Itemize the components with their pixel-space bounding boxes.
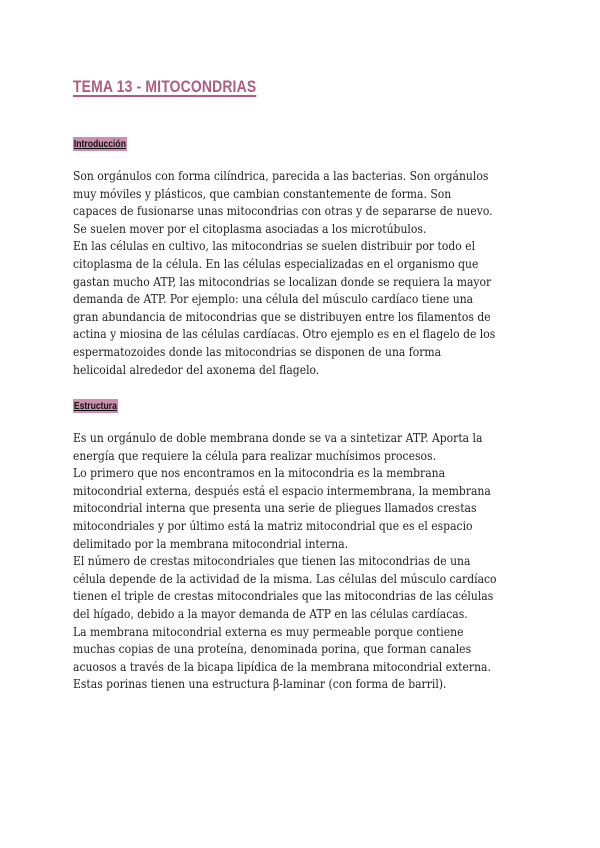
section-body-estructura bbox=[73, 430, 533, 694]
text-line: Es un orgánulo de doble membrana donde se va a sintetizar ATP. Aporta la bbox=[73, 431, 483, 445]
text-line: Lo primero que nos encontramos en la mitocondria es la membrana bbox=[73, 466, 446, 481]
text-line: citoplasma de la célula. En las células especializadas en el organismo que bbox=[73, 256, 479, 271]
text-line: gastan mucho ATP, las mitocondrias se localizan donde se requiera la mayor bbox=[73, 274, 492, 289]
section-body-introduccion bbox=[73, 168, 533, 379]
text-line: actina y miosina de las células cardíacas. Otro ejemplo es en el flagelo de los bbox=[73, 327, 496, 342]
text-line: mitocondriales y por último está la matriz mitocondrial que es el espacio bbox=[73, 518, 473, 533]
text-line: delimitado por la membrana mitocondrial interna. bbox=[73, 536, 349, 551]
text-line: célula depende de la actividad de la misma. Las células del músculo cardíaco bbox=[73, 571, 497, 586]
text-line: capaces de fusionarse unas mitocondrias con otras y de separarse de nuevo. bbox=[73, 204, 493, 219]
text-line: tienen el triple de crestas mitocondriales que las mitocondrias de las células bbox=[73, 589, 494, 604]
text-line: demanda de ATP. Por ejemplo: una célula del músculo cardíaco tiene una bbox=[73, 292, 474, 307]
section-heading-estructura: Estructura bbox=[73, 400, 117, 412]
text-line: espermatozoides donde las mitocondrias se disponen de una forma bbox=[73, 344, 442, 359]
text-line: muchas copias de una proteína, denominada porina, que forman canales bbox=[73, 642, 472, 657]
text-line: gran abundancia de mitocondrias que se distribuyen entre los filamentos de bbox=[73, 309, 491, 324]
text-line: acuosos a través de la bicapa lipídica de la membrana mitocondrial externa. bbox=[73, 659, 491, 674]
text-line: muy móviles y plásticos, que cambian constantemente de forma. Son bbox=[73, 186, 452, 201]
text-line: mitocondrial externa, después está el espacio intermembrana, la membrana bbox=[73, 483, 491, 498]
text-line: energía que requiere la célula para realizar muchísimos procesos. bbox=[73, 448, 437, 463]
page-title: TEMA 13 - MITOCONDRIAS bbox=[73, 77, 257, 96]
text-line: El número de crestas mitocondriales que tienen las mitocondrias de una bbox=[73, 554, 471, 569]
text-line: La membrana mitocondrial externa es muy permeable porque contiene bbox=[73, 624, 464, 639]
text-line: Estas porinas tienen una estructura β-laminar (con forma de barril). bbox=[73, 677, 447, 692]
text-line: helicoidal alrededor del axonema del flagelo. bbox=[73, 362, 320, 377]
text-line: En las células en cultivo, las mitocondrias se suelen distribuir por todo el bbox=[73, 239, 476, 254]
section-heading-introduccion: Introducción bbox=[73, 138, 126, 150]
text-line: del hígado, debido a la mayor demanda de ATP en las células cardíacas. bbox=[73, 606, 468, 621]
text-line: Se suelen mover por el citoplasma asociadas a los microtúbulos. bbox=[73, 221, 427, 236]
text-line: mitocondrial interna que presenta una serie de pliegues llamados crestas bbox=[73, 501, 477, 516]
text-line: Son orgánulos con forma cilíndrica, parecida a las bacterias. Son orgánulos bbox=[73, 169, 489, 183]
